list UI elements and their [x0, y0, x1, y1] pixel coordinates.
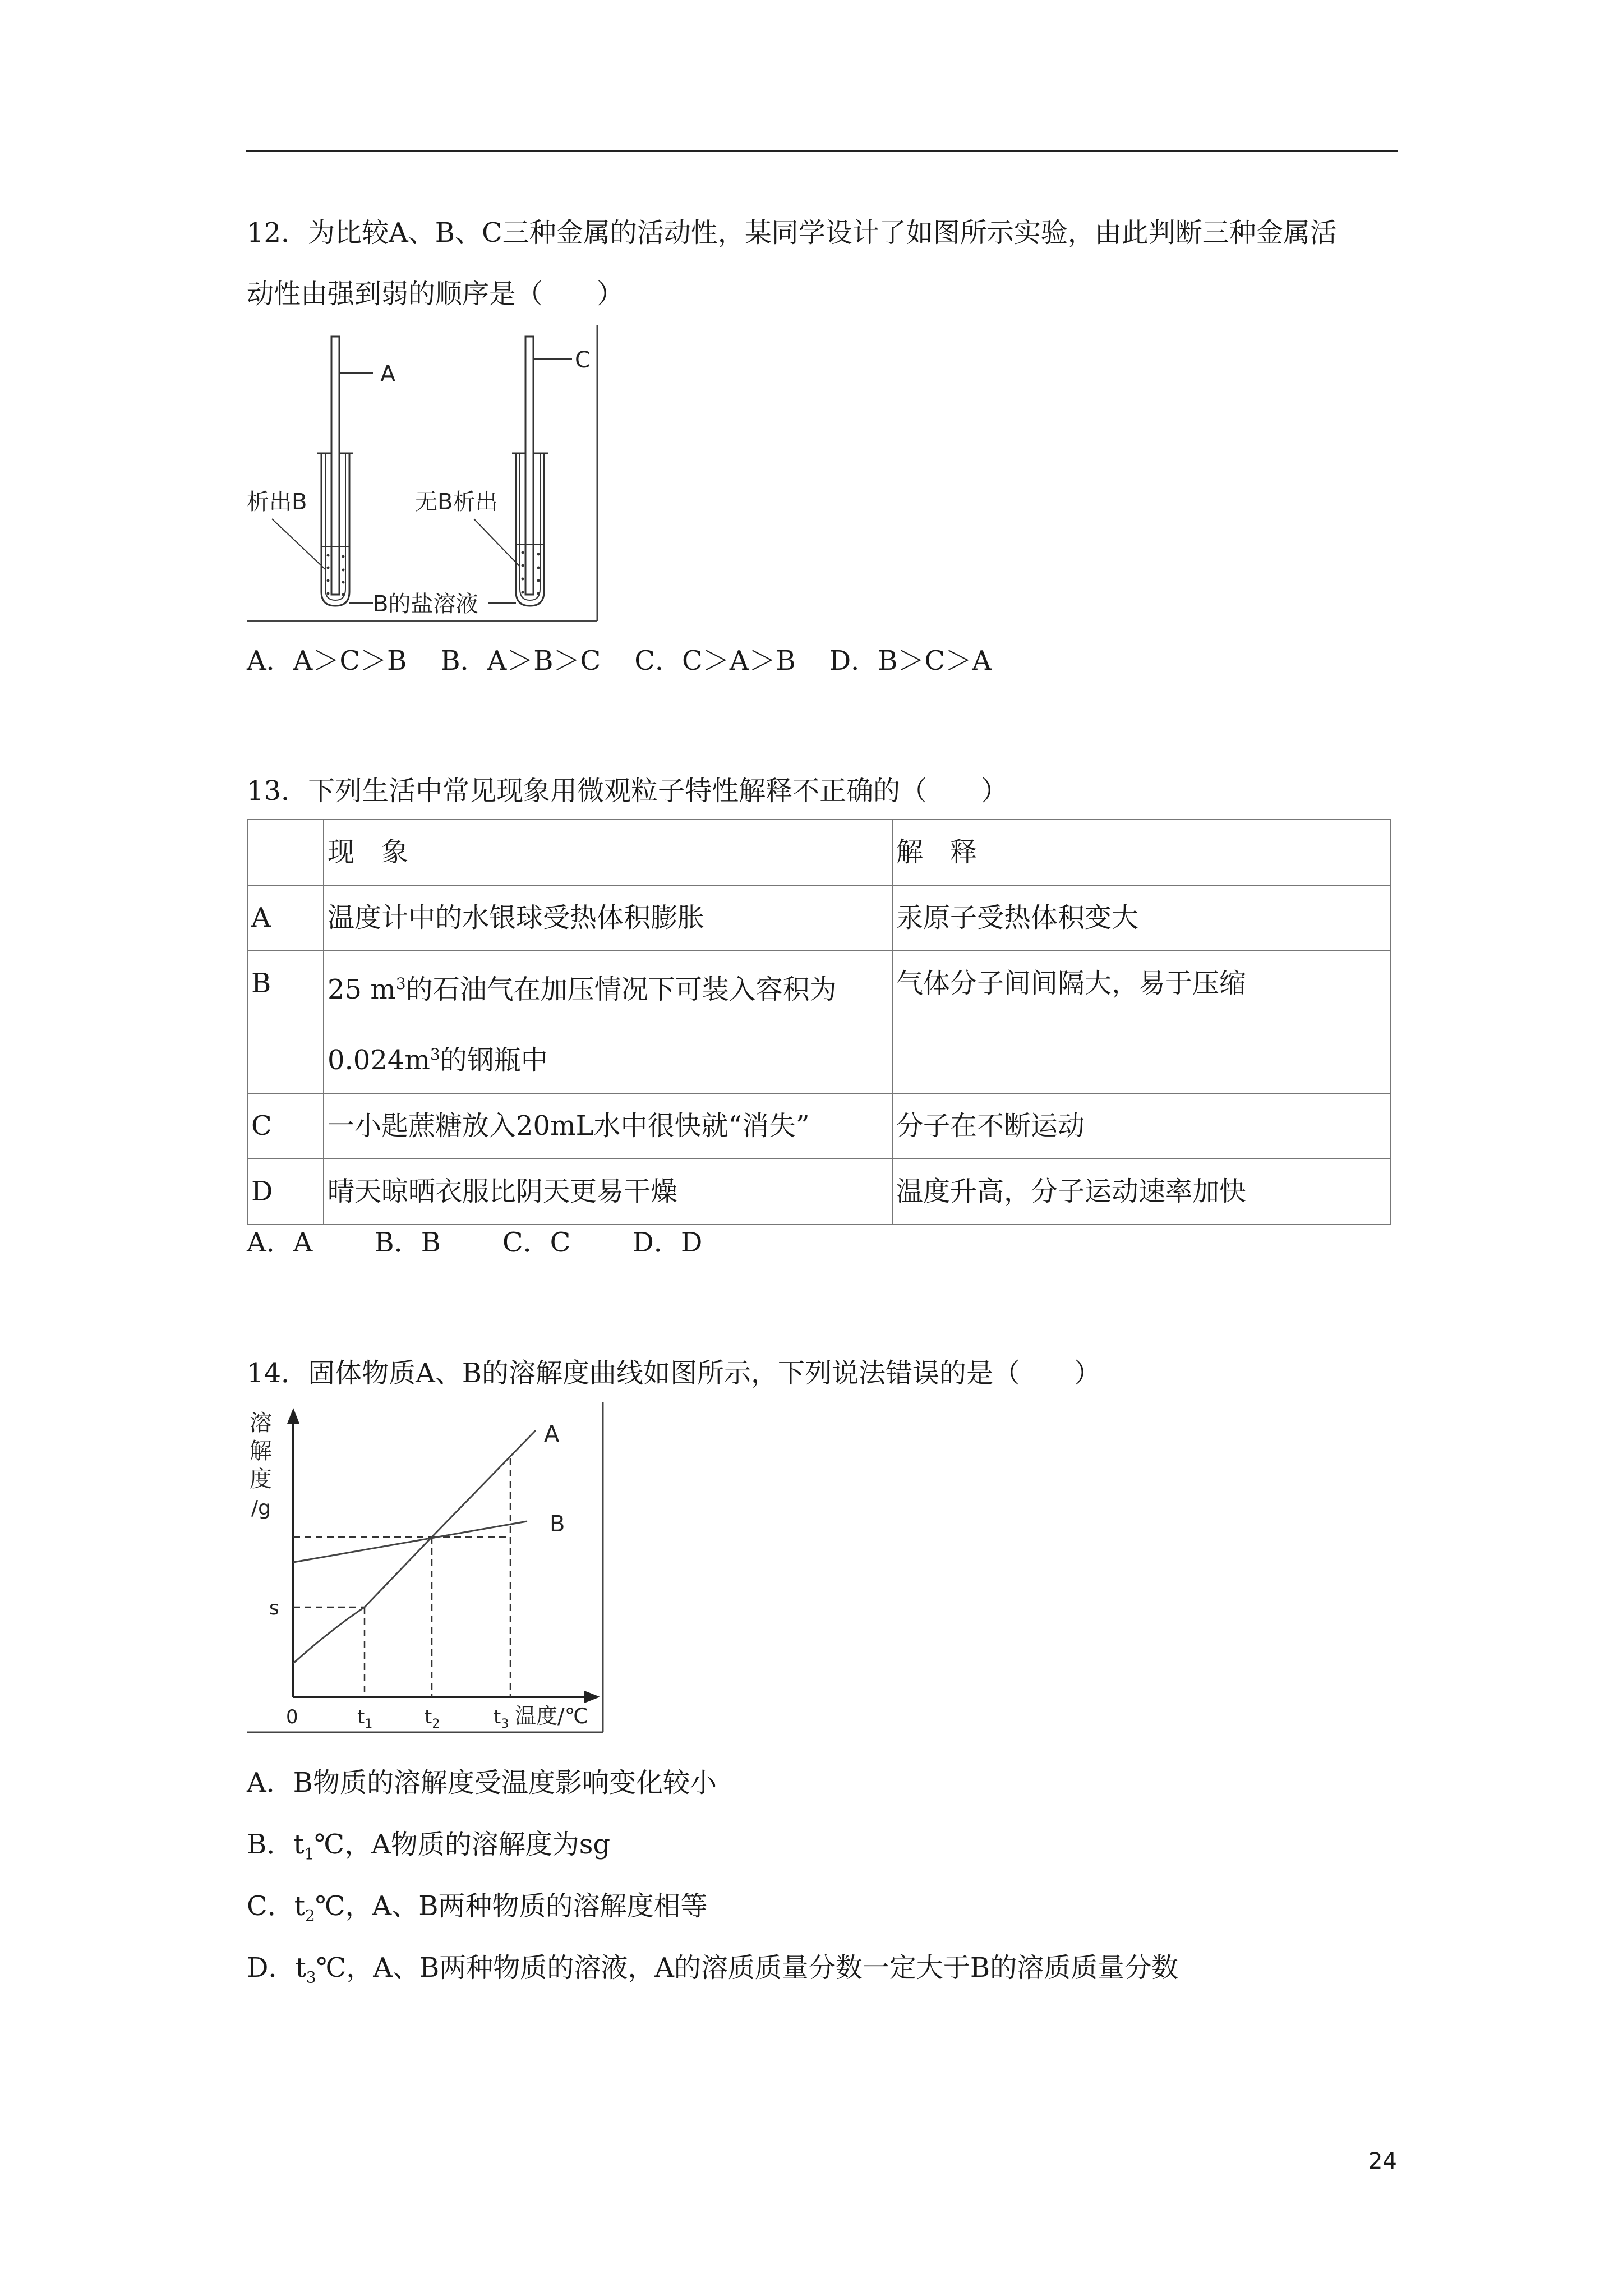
metal-strip-c: [525, 337, 533, 595]
q13-option-d[interactable]: D．D: [632, 1227, 703, 1258]
header-cell-key: [247, 820, 324, 885]
t3-tick-label: $t_3$: [494, 1706, 509, 1731]
table-row: [247, 1159, 1390, 1225]
page-number: 24: [1368, 2148, 1397, 2174]
y-label-char: 解: [250, 1438, 272, 1464]
table-row: [247, 1093, 1390, 1159]
q13-table: [247, 819, 1391, 1225]
label-no-b-precipitated: 无B析出: [415, 489, 498, 515]
row-phenomenon: 晴天晾晒衣服比阴天更易干燥: [324, 1159, 892, 1225]
q13-option-c[interactable]: C．C: [502, 1227, 571, 1258]
curve-a-label: A: [544, 1421, 560, 1447]
metal-strip-a: [331, 337, 339, 595]
q14-option-d[interactable]: D．$t_3℃$，A、B两种物质的溶液，A的溶质质量分数一定大于B的溶质质量分数: [247, 1952, 1179, 1987]
row-key: A: [247, 885, 324, 951]
header-cell-phenomenon: 现 象: [324, 820, 892, 885]
row-explanation: 分子在不断运动: [892, 1093, 1390, 1159]
row-explanation: 温度升高，分子运动速率加快: [892, 1159, 1390, 1225]
q12-test-tube-figure: [247, 325, 600, 623]
table-header-row: [247, 820, 1390, 885]
t2-tick-label: $t_2$: [425, 1706, 440, 1731]
y-label-char: /g: [251, 1497, 271, 1520]
x-axis-label: 温度/℃: [515, 1704, 589, 1728]
row-explanation: 汞原子受热体积变大: [892, 885, 1390, 951]
q14-option-b[interactable]: B．$t_1℃$，A物质的溶解度为sg: [247, 1829, 611, 1864]
row-key: B: [247, 951, 324, 1093]
origin-label: 0: [286, 1706, 298, 1728]
curve-a: [293, 1430, 536, 1663]
label-metal-a: A: [380, 361, 396, 387]
label-salt-solution: B的盐溶液: [373, 591, 478, 617]
q13-options: [247, 1226, 764, 1259]
curve-b-label: B: [550, 1511, 565, 1537]
t1-tick-label: $t_1$: [357, 1706, 373, 1731]
y-axis-arrow-icon: [287, 1408, 299, 1424]
y-label-char: 溶: [250, 1410, 272, 1436]
label-metal-c: C: [575, 347, 591, 373]
q12-options: [247, 644, 1025, 678]
y-label-char: 度: [250, 1466, 272, 1492]
q14-solubility-figure: [247, 1402, 611, 1733]
q12-option-d[interactable]: D．B＞C＞A: [829, 645, 992, 677]
q12-text-line1: 12．为比较A、B、C三种金属的活动性，某同学设计了如图所示实验，由此判断三种金属活: [247, 217, 1337, 249]
s-tick-label: s: [269, 1597, 279, 1619]
q12-option-b[interactable]: B．A＞B＞C: [440, 645, 601, 677]
q14-text: 14．固体物质A、B的溶解度曲线如图所示，下列说法错误的是（ ）: [247, 1358, 1101, 1389]
q14-option-a[interactable]: A．B物质的溶解度受温度影响变化较小: [247, 1767, 717, 1798]
row-phenomenon: 25 $m^3$的石油气在加压情况下可装入容积为 $0.024m^3$的钢瓶中: [324, 951, 892, 1093]
q13-text: 13．下列生活中常见现象用微观粒子特性解释不正确的（ ）: [247, 775, 1008, 807]
table-row: [247, 885, 1390, 951]
q13-option-a[interactable]: A．A: [247, 1227, 313, 1258]
q13-option-b[interactable]: B．B: [374, 1227, 441, 1258]
q12-option-a[interactable]: A．A＞C＞B: [247, 645, 407, 677]
row-key: C: [247, 1093, 324, 1159]
row-phenomenon: 温度计中的水银球受热体积膨胀: [324, 885, 892, 951]
header-cell-explanation: 解 释: [892, 820, 1390, 885]
row-phenomenon: 一小匙蔗糖放入20mL水中很快就“消失”: [324, 1093, 892, 1159]
table-row: [247, 951, 1390, 1093]
curve-b: [293, 1521, 527, 1562]
label-b-precipitated: 析出B: [247, 489, 307, 515]
row-key: D: [247, 1159, 324, 1225]
q14-option-c[interactable]: C．$t_2℃$，A、B两种物质的溶解度相等: [247, 1890, 708, 1925]
q12-text-line2: 动性由强到弱的顺序是（ ）: [247, 278, 624, 310]
header-rule: [246, 150, 1398, 152]
row-explanation: 气体分子间间隔大，易于压缩: [892, 951, 1390, 1093]
q12-option-c[interactable]: C．C＞A＞B: [634, 645, 796, 677]
x-axis-arrow-icon: [584, 1691, 600, 1703]
